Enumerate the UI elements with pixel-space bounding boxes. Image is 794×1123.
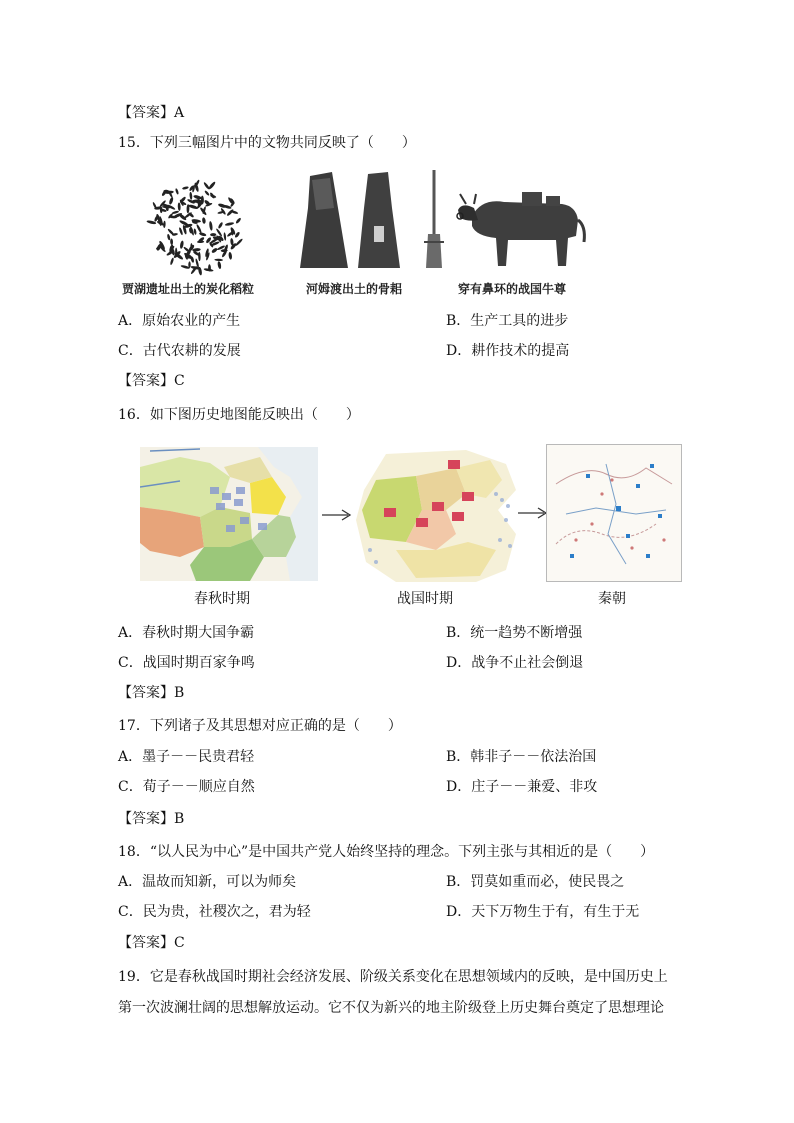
q15-stem: 15．下列三幅图片中的文物共同反映了（ ） [118, 135, 416, 151]
q17-option-d: D．庄子－－兼爱、非攻 [446, 779, 598, 795]
q16-option-b: B．统一趋势不断增强 [446, 625, 583, 641]
q18-option-a: A．温故而知新，可以为师矣 [118, 874, 297, 890]
bronze-ox-picture [452, 186, 592, 270]
q16-option-c: C．战国时期百家争鸣 [118, 655, 255, 671]
q17-option-c: C．荀子－－顺应自然 [118, 779, 255, 795]
q18-option-c: C．民为贵，社稷次之，君为轻 [118, 904, 311, 920]
q16-answer: 【答案】B [118, 685, 185, 701]
q15-option-d: D．耕作技术的提高 [446, 343, 570, 359]
q15-caption-2: 河姆渡出土的骨耜 [306, 282, 403, 296]
qin-dynasty-map [546, 444, 682, 582]
q15-option-c: C．古代农耕的发展 [118, 343, 241, 359]
q17-option-b: B．韩非子－－依法治国 [446, 749, 597, 765]
arrow-right-icon [322, 508, 352, 522]
q16-option-d: D．战争不止社会倒退 [446, 655, 584, 671]
q17-stem: 17．下列诸子及其思想对应正确的是（ ） [118, 718, 402, 734]
q15-option-b: B．生产工具的进步 [446, 313, 569, 329]
q19-line-1: 19．它是春秋战国时期社会经济发展、阶级关系变化在思想领域内的反映，是中国历史上 [118, 969, 668, 985]
q18-answer: 【答案】C [118, 935, 185, 951]
spring-autumn-map [140, 447, 318, 581]
warring-states-map [356, 450, 518, 582]
q17-option-a: A．墨子－－民贵君轻 [118, 749, 255, 765]
rice-grains-picture [140, 176, 252, 276]
q19-line-2: 第一次波澜壮阔的思想解放运动。它不仅为新兴的地主阶级登上历史舞台奠定了思想理论 [118, 1000, 664, 1016]
q15-caption-3: 穿有鼻环的战国牛尊 [458, 282, 567, 296]
arrow-right-icon [518, 506, 548, 520]
map-caption-qin: 秦朝 [598, 591, 626, 607]
q15-answer: 【答案】C [118, 373, 185, 389]
q15-option-a: A．原始农业的产生 [118, 313, 241, 329]
q15-caption-1: 贾湖遗址出土的炭化稻粒 [122, 282, 255, 296]
map-caption-warring-states: 战国时期 [397, 591, 453, 607]
q14-answer: 【答案】A [118, 105, 185, 121]
q16-stem: 16．如下图历史地图能反映出（ ） [118, 407, 360, 423]
q18-option-b: B．罚莫如重而必，使民畏之 [446, 874, 625, 890]
q18-option-d: D．天下万物生于有，有生于无 [446, 904, 640, 920]
q18-stem: 18．“以人民为中心”是中国共产党人始终坚持的理念。下列主张与其相近的是（ ） [118, 844, 655, 860]
bone-spade-picture [288, 168, 446, 276]
map-caption-spring-autumn: 春秋时期 [194, 591, 250, 607]
q17-answer: 【答案】B [118, 811, 185, 827]
q16-option-a: A．春秋时期大国争霸 [118, 625, 255, 641]
